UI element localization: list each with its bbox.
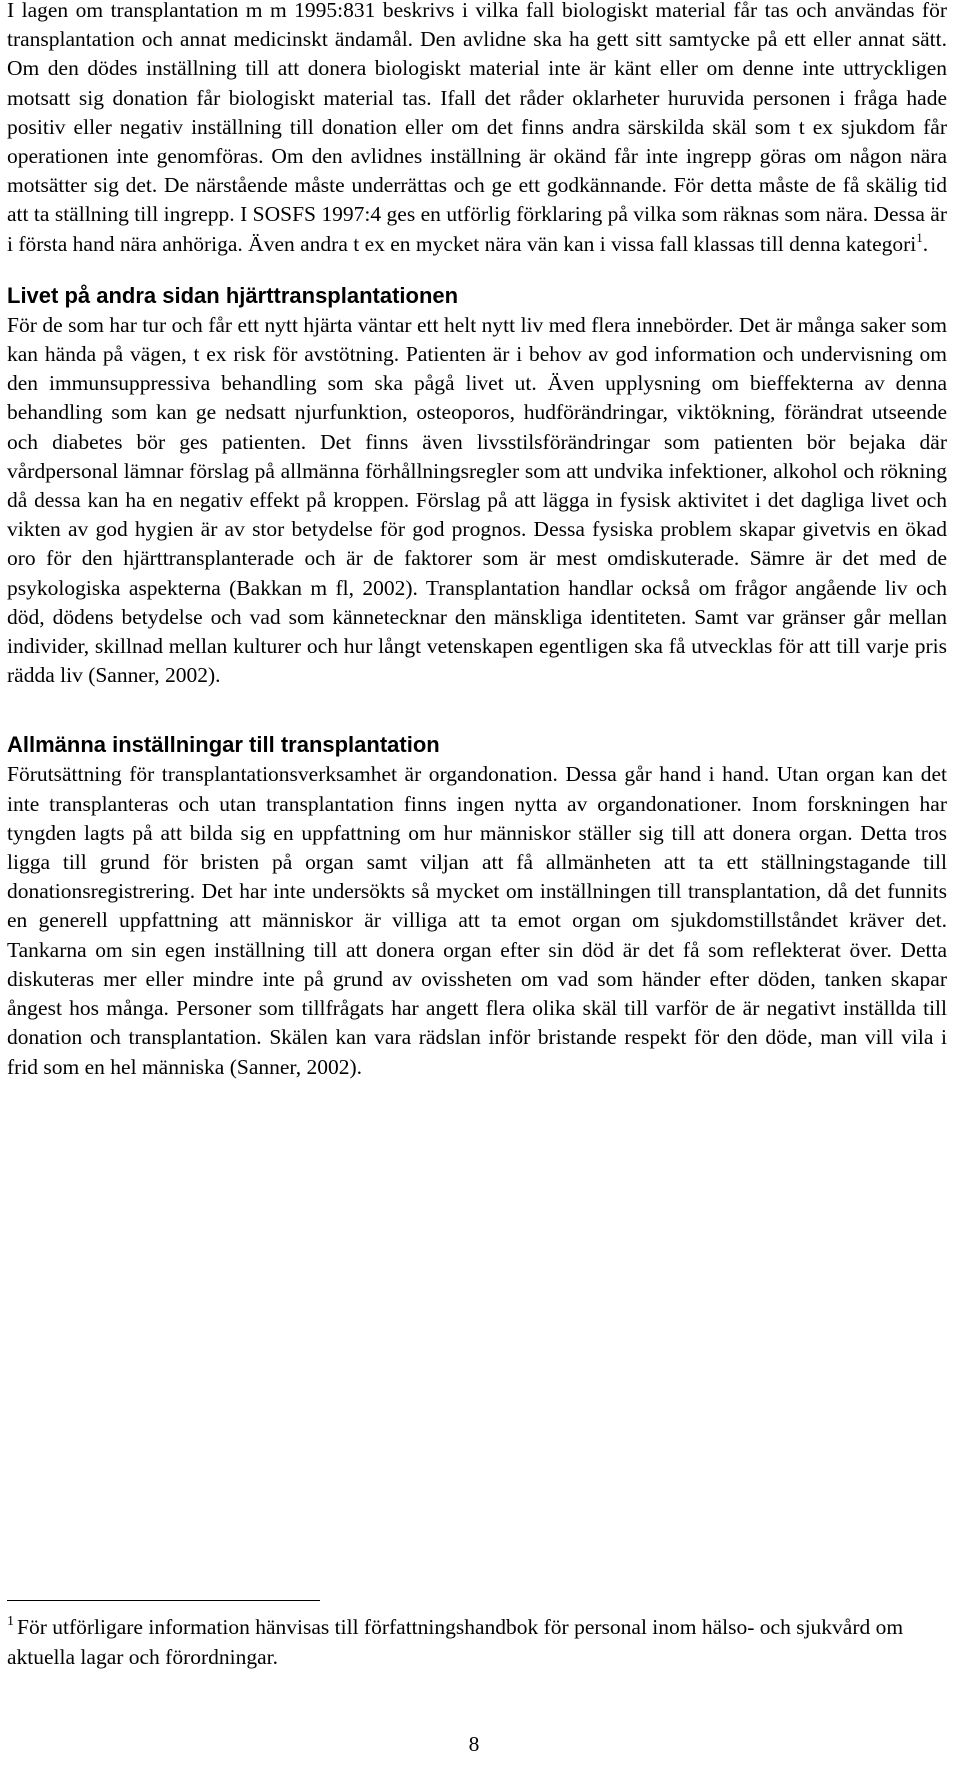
section-paragraph-general-attitudes: Förutsättning för transplantationsverksamhet är organdonation. Dessa går hand i hand. Utan organ kan det inte transplanteras och utan transplantation finns ingen nytta av organdonationer. Inom forskningen har tyngden lagts på att bilda sig en uppfattning om hur människor ställer sig till att donera organ. Detta tros ligga till grund för bristen på organ samt viljan att få allmänheten att ta ett ställningstagande till donationsregistrering. Det har inte undersökts så mycket om inställningen till transplantation, då det funnits en generell uppfattning att människor är villiga att ta emot organ om sjukdomstillståndet kräver det. Tankarna om sin egen inställning till att donera organ efter sin död är det få som reflekterat över. Detta diskuteras mer eller mindre inte på grund av ovissheten om vad som händer efter döden, tanken skapar ångest hos många. Personer som tillfrågats har angett flera olika skäl till varför de är negativt inställda till donation och transplantation. Skälen kan vara rädslan inför bristande respekt för den döde, man vill vila i frid som en hel människa (Sanner, 2002). [7,762,947,1079]
section-paragraph-life-after-transplant: För de som har tur och får ett nytt hjärta väntar ett helt nytt liv med flera innebörder. Det är många saker som kan hända på vägen, t ex risk för avstötning. Patienten är i behov av god information och undervisning om den immunsuppressiva behandling som ska pågå livet ut. Även upplysning om bieffekterna av denna behandling som kan ge nedsatt njurfunktion, osteoporos, hudförändringar, viktökning, förändrat utseende och diabetes bör ges patienten. Det finns även livsstilsförändringar som patienten bör bejaka där vårdpersonal lämnar förslag på allmänna förhållningsregler som att undvika infektioner, alkohol och rökning då dessa kan ha en negativ effekt på kroppen. Förslag på att lägga in fysisk aktivitet i det dagliga livet och vikten av god hygien är av stor betydelse för god prognos. Dessa fysiska problem skapar givetvis en ökad oro för den hjärttransplanterade och är de faktorer som är mest omdiskuterade. Sämre är det med de psykologiska aspekterna (Bakkan m fl, 2002). Transplantation handlar också om frågor angående liv och död, dödens betydelse och vad som kännetecknar den mänskliga identiteten. Samt var gränser går mellan individer, skillnad mellan kulturer och hur långt vetenskapen egentligen ska få utvecklas för att till varje pris rädda liv (Sanner, 2002). [7,312,947,688]
page-number: 8 [468,1732,480,1756]
footnote-divider [7,1600,320,1601]
footnote-reference: 1 [916,229,923,245]
footnote-number: 1 [7,1614,14,1629]
intro-paragraph [7,0,947,259]
intro-end-punctuation: . [922,231,929,256]
document-page [7,0,947,1082]
section-heading-life-after-transplant: Livet på andra sidan hjärttransplantationen [7,282,459,308]
footnote [7,1613,947,1672]
section-heading-general-attitudes: Allmänna inställningar till transplantation [7,732,440,758]
intro-text: I lagen om transplantation m m 1995:831 beskrivs i vilka fall biologiskt material får tas och användas för transplantation och annat medicinskt ändamål. Den avlidne ska ha gett sitt samtycke på ett eller annat sätt. Om den dödes inställning till att donera biologiskt material inte är känt eller om denne inte uttryckligen motsatt sig donation får biologiskt material tas. Ifall det råder oklarheter huruvida personen i fråga hade positiv eller negativ inställning till donation eller om det finns andra särskilda skäl som t ex sjukdom får operationen inte genomföras. Om den avlidnes inställning är okänd får inte ingrepp göras om någon nära motsätter sig det. De närstående måste underrättas och ge ett godkännande. För detta måste de få skälig tid att ta ställning till ingrepp. I SOSFS 1997:4 ges en utförlig förklaring på vilka som räknas som nära. Dessa är i första hand nära anhöriga. Även andra t ex en mycket nära vän kan i vissa fall klassas till denna kategori [7,0,947,256]
footnote-text: För utförligare information hänvisas till författningshandbok för personal inom hälso- och sjukvård om aktuella lagar och förordningar. [7,1615,904,1669]
